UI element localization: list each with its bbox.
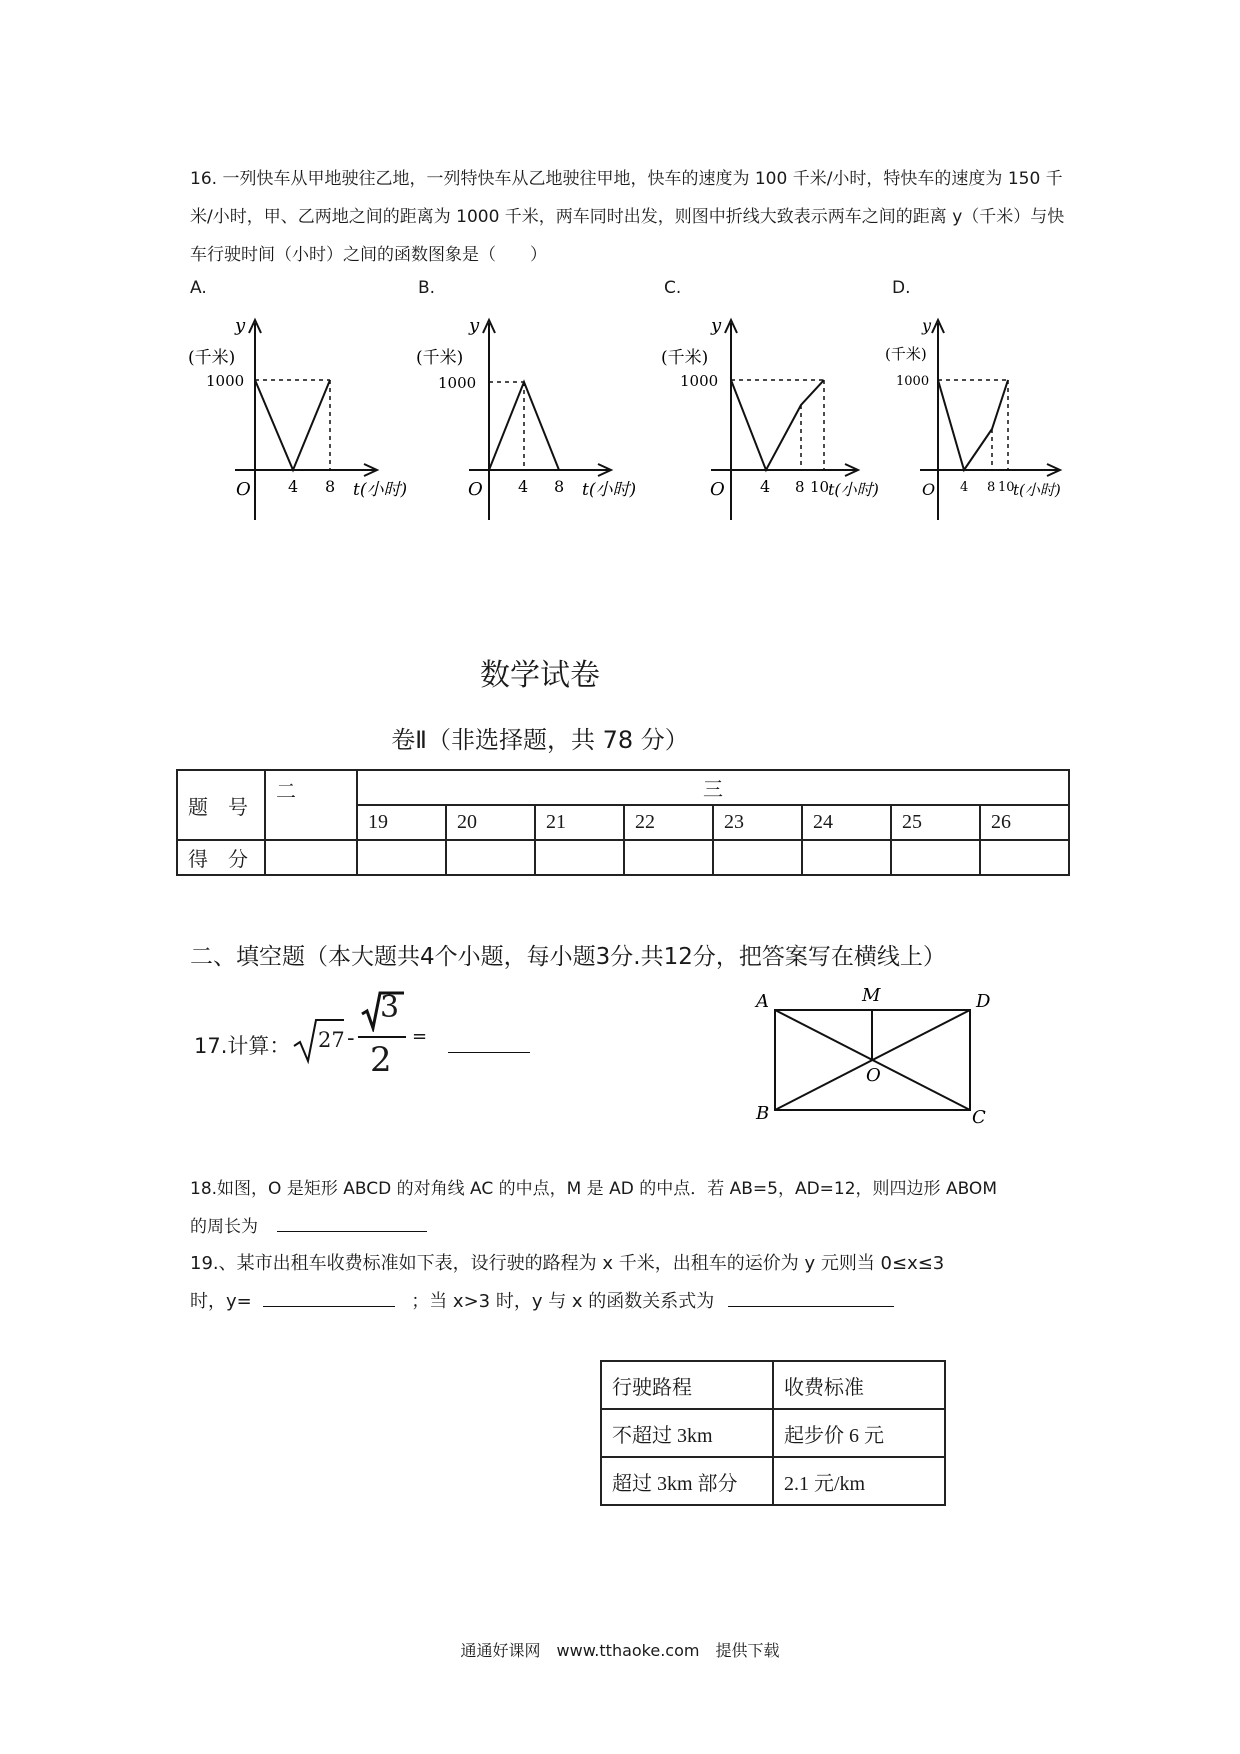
score-col-24: 24 xyxy=(802,805,891,840)
taxi-cell-over-3km: 超过 3km 部分 xyxy=(601,1457,773,1505)
taxi-fee-table xyxy=(600,1360,946,1506)
graph-c-origin: O xyxy=(710,479,725,500)
graph-b-y-label: y xyxy=(469,315,480,336)
q18-line-1: 18.如图，O 是矩形 ABCD 的对角线 AC 的中点，M 是 AD 的中点．若 AB=5，AD=12，则四边形 ABOM xyxy=(190,1179,997,1199)
graph-d-1000: 1000 xyxy=(896,374,930,389)
question-16-text: 16. 一列快车从甲地驶往乙地，一列特快车从乙地驶往甲地，快车的速度为 100 千米/小时，特快车的速度为 150 千米/小时，甲、乙两地之间的距离为 1000 千米，两车同时出发，则图中折线大致表示两车之间的距离 y（千米）与快车行驶时间（小时）之间的函数图象是（ ） xyxy=(190,169,1065,265)
taxi-cell-under-3km: 不超过 3km xyxy=(601,1409,773,1457)
q17-denominator: 2 xyxy=(370,1040,392,1080)
graph-c xyxy=(656,305,896,525)
rectangle-figure xyxy=(750,985,1000,1125)
option-c-label: C. xyxy=(664,278,682,298)
score-col-23: 23 xyxy=(713,805,802,840)
graph-d-y-label: y xyxy=(922,316,932,335)
score-cell-two[interactable] xyxy=(265,840,357,875)
graph-b-unit: (千米) xyxy=(416,348,464,368)
fraction-bar xyxy=(358,1036,406,1038)
graph-b-tick-4: 4 xyxy=(518,477,529,496)
score-col-20: 20 xyxy=(446,805,535,840)
graph-a-tick-8: 8 xyxy=(325,477,336,496)
score-cell-26[interactable] xyxy=(980,840,1069,875)
taxi-cell-per-km: 2.1 元/km xyxy=(773,1457,945,1505)
q17-equals: = xyxy=(412,1026,428,1047)
label-a: A xyxy=(756,991,769,1012)
score-col-three: 三 xyxy=(357,770,1069,805)
graph-a-unit: (千米) xyxy=(188,348,236,368)
graph-b-origin: O xyxy=(468,479,483,500)
label-b: B xyxy=(756,1103,770,1124)
graph-b-x-label: t(小时) xyxy=(582,480,637,500)
score-cell-20[interactable] xyxy=(446,840,535,875)
label-d: D xyxy=(976,991,991,1012)
question-18 xyxy=(190,1170,1070,1246)
q18-answer-blank[interactable] xyxy=(277,1211,427,1232)
label-c: C xyxy=(972,1107,986,1125)
option-b-label: B. xyxy=(418,278,436,298)
graph-a-tick-4: 4 xyxy=(288,477,299,496)
graph-b-tick-8: 8 xyxy=(554,477,565,496)
taxi-header-fee: 收费标准 xyxy=(773,1361,945,1409)
graph-c-x-label: t(小时) xyxy=(828,480,879,499)
score-table xyxy=(176,769,1070,876)
graph-a xyxy=(180,305,420,525)
question-17 xyxy=(194,990,554,1106)
graph-d-origin: O xyxy=(922,480,936,499)
graph-b xyxy=(414,305,654,525)
question-19 xyxy=(190,1245,1070,1321)
graph-d-tick-10: 10 xyxy=(998,480,1015,495)
score-cell-22[interactable] xyxy=(624,840,713,875)
taxi-header-distance: 行驶路程 xyxy=(601,1361,773,1409)
label-o: O xyxy=(866,1065,881,1086)
graph-a-origin: O xyxy=(236,479,251,500)
graph-c-unit: (千米) xyxy=(661,348,709,368)
section-2-heading: 二、填空题（本大题共4个小题，每小题3分.共12分，把答案写在横线上） xyxy=(190,944,946,970)
q17-radicand: 27 xyxy=(318,1028,345,1052)
q19-line-2a: 时，y= xyxy=(190,1291,252,1312)
q17-answer-blank[interactable] xyxy=(448,1052,530,1053)
score-col-19: 19 xyxy=(357,805,446,840)
score-cell-21[interactable] xyxy=(535,840,624,875)
graph-c-tick-8: 8 xyxy=(795,478,805,496)
q19-answer-blank-2[interactable] xyxy=(728,1286,894,1307)
graph-c-tick-4: 4 xyxy=(760,477,771,496)
score-row-label-number: 题 号 xyxy=(177,770,265,840)
graph-d-unit: (千米) xyxy=(885,345,927,363)
score-col-21: 21 xyxy=(535,805,624,840)
score-cell-23[interactable] xyxy=(713,840,802,875)
graph-a-y-label: y xyxy=(235,315,246,336)
score-col-two: 二 xyxy=(265,770,357,840)
option-d-label: D. xyxy=(892,278,911,298)
graph-c-1000: 1000 xyxy=(680,372,719,390)
score-row-label-score: 得 分 xyxy=(177,840,265,875)
q17-numerator: 3 xyxy=(380,990,400,1025)
graph-d-tick-4: 4 xyxy=(960,480,969,495)
option-a-label: A. xyxy=(190,278,207,298)
graph-c-tick-10: 10 xyxy=(810,478,830,496)
q18-line-2: 的周长为 xyxy=(190,1217,258,1237)
score-cell-24[interactable] xyxy=(802,840,891,875)
label-m: M xyxy=(862,985,881,1006)
graph-a-x-label: t(小时) xyxy=(353,480,408,500)
q17-prefix: 17.计算： xyxy=(194,1034,291,1058)
q19-line-1: 19.、某市出租车收费标准如下表，设行驶的路程为 x 千米，出租车的运价为 y 元则当 0≤x≤3 xyxy=(190,1253,945,1274)
score-cell-19[interactable] xyxy=(357,840,446,875)
graph-d-tick-8: 8 xyxy=(987,480,996,495)
taxi-cell-base-fare: 起步价 6 元 xyxy=(773,1409,945,1457)
paper-subtitle: 卷Ⅱ（非选择题，共 78 分） xyxy=(391,726,689,754)
score-col-25: 25 xyxy=(891,805,980,840)
score-col-22: 22 xyxy=(624,805,713,840)
q17-minus: - xyxy=(347,1026,355,1050)
graph-b-1000: 1000 xyxy=(438,374,477,392)
graph-d-x-label: t(小时) xyxy=(1013,481,1061,499)
score-cell-25[interactable] xyxy=(891,840,980,875)
graph-c-y-label: y xyxy=(711,315,722,336)
page-footer: 通通好课网 www.tthaoke.com 提供下载 xyxy=(460,1641,780,1660)
paper-title: 数学试卷 xyxy=(480,658,600,693)
graph-d xyxy=(880,305,1080,525)
q19-answer-blank-1[interactable] xyxy=(263,1286,395,1307)
graph-a-1000: 1000 xyxy=(206,372,245,390)
score-col-26: 26 xyxy=(980,805,1069,840)
q19-line-2b: ；当 x>3 时，y 与 x 的函数关系式为 xyxy=(411,1291,715,1312)
